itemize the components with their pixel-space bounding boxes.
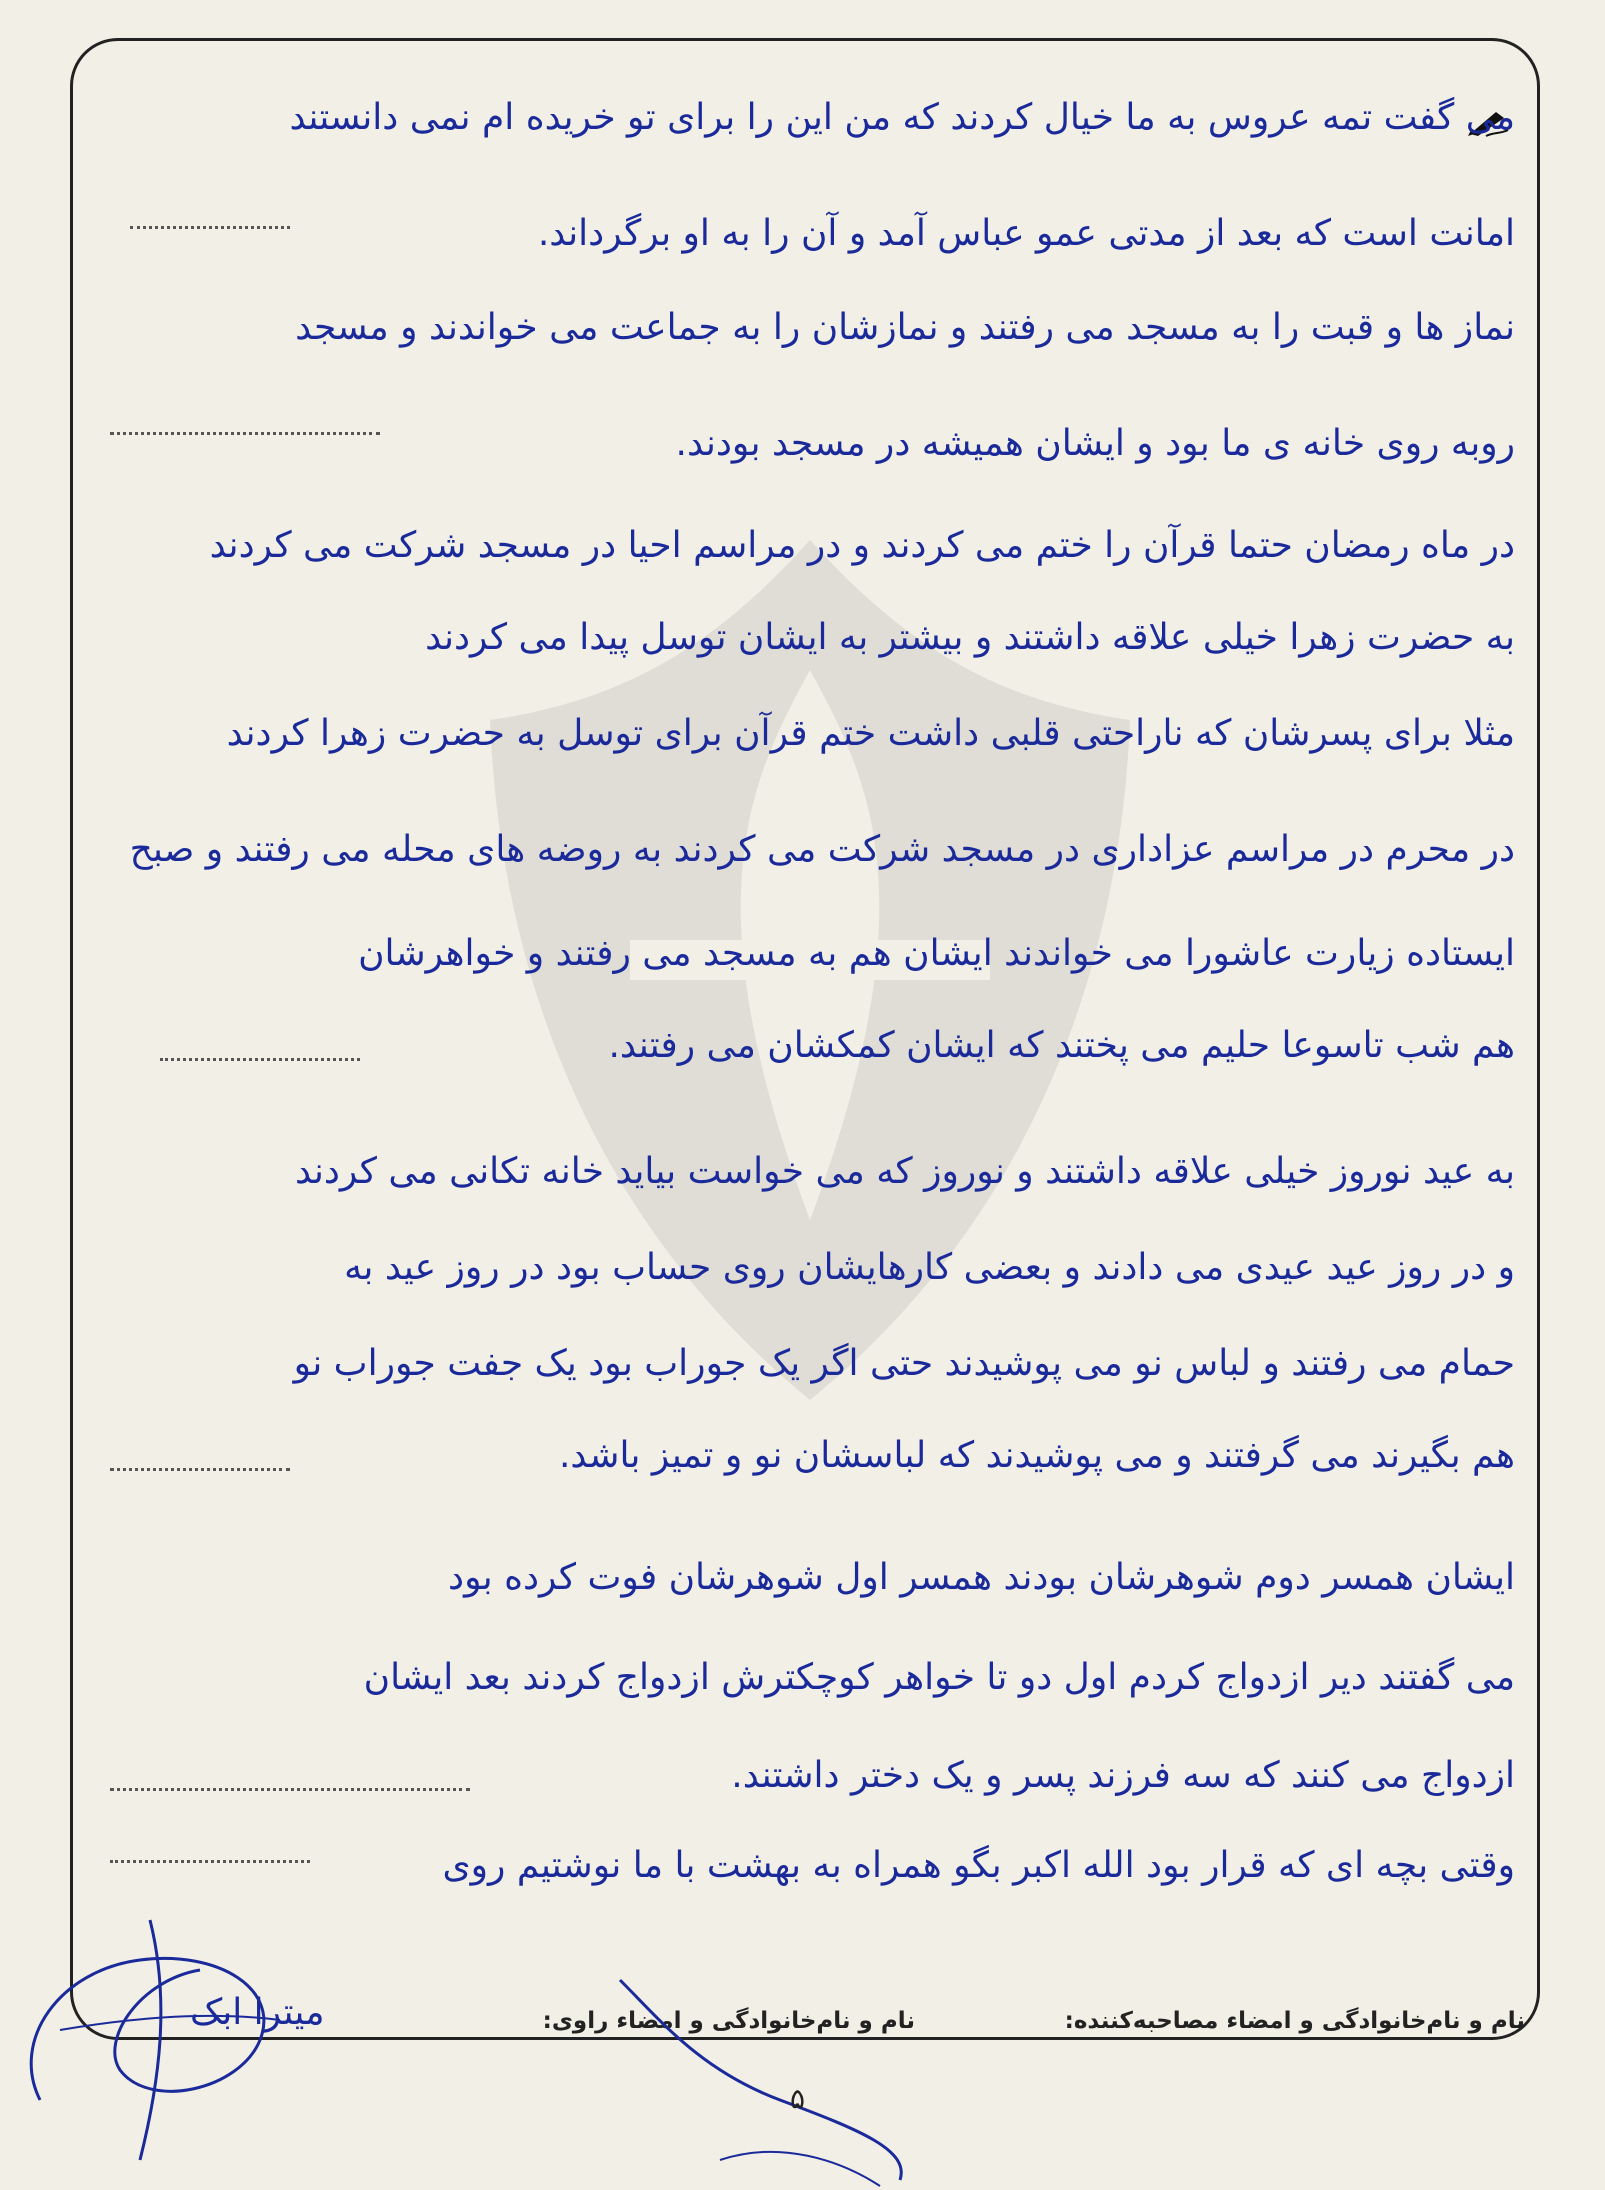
text-line-5: در ماه رمضان حتما قرآن را ختم می کردند و در مراسم احیا در مسجد شرکت می کردند [209,525,1515,566]
text-line-12: و در روز عید عیدی می دادند و بعضی کارهایشان روی حساب بود در روز عید به [344,1247,1515,1288]
narrator-signature-text: میترا ابک [190,1992,325,2033]
text-line-6: به حضرت زهرا خیلی علاقه داشتند و بیشتر به ایشان توسل پیدا می کردند [425,617,1515,658]
text-line-7: مثلا برای پسرشان که ناراحتی قلبی داشت ختم قرآن برای توسل به حضرت زهرا کردند [226,713,1515,754]
text-line-2: امانت است که بعد از مدتی عمو عباس آمد و آن را به او برگرداند. [537,213,1515,254]
dotted-rule [130,226,290,229]
narrator-signature-label: نام و نام‌خانوادگی و امضاء راوی: [542,2008,915,2034]
text-line-18: وقتی بچه ای که قرار بود الله اکبر بگو همراه به بهشت با ما نوشتیم روی [442,1845,1515,1886]
interviewer-signature-label: نام و نام‌خانوادگی و امضاء مصاحبه‌کننده: [1064,2008,1525,2034]
text-line-11: به عید نوروز خیلی علاقه داشتند و نوروز که می خواست بیاید خانه تکانی می کردند [294,1151,1515,1192]
text-line-17: ازدواج می کنند که سه فرزند پسر و یک دختر داشتند. [731,1755,1515,1796]
text-line-14: هم بگیرند می گرفتند و می پوشیدند که لباسشان نو و تمیز باشد. [558,1435,1515,1476]
text-line-16: می گفتند دیر ازدواج کردم اول دو تا خواهر کوچکترش ازدواج کردند بعد ایشان [363,1657,1515,1698]
text-line-10: هم شب تاسوعا حلیم می پختند که ایشان کمکشان می رفتند. [608,1025,1515,1066]
signature-scribble [600,1960,940,2190]
text-line-9: ایستاده زیارت عاشورا می خواندند ایشان هم به مسجد می رفتند و خواهرشان [358,933,1515,974]
text-line-4: روبه روی خانه ی ما بود و ایشان همیشه در مسجد بودند. [675,423,1515,464]
signature-scribble [0,1860,460,2190]
text-line-13: حمام می رفتند و لباس نو می پوشیدند حتی اگر یک جوراب بود یک جفت جوراب نو [293,1343,1515,1384]
text-line-15: ایشان همسر دوم شوهرشان بودند همسر اول شوهرشان فوت کرده بود [448,1557,1515,1598]
dotted-rule [160,1058,360,1061]
dotted-rule [110,1788,470,1791]
dotted-rule [110,1468,290,1471]
page-number: ۵ [790,2082,806,2115]
text-line-3: نماز ها و قبت را به مسجد می رفتند و نمازشان را به جماعت می خواندند و مسجد [295,307,1515,348]
dotted-rule [110,432,380,435]
text-line-8: در محرم در مراسم عزاداری در مسجد شرکت می کردند به روضه های محله می رفتند و صبح [129,829,1515,870]
text-line-1: می گفت تمه عروس به ما خیال کردند که من این را برای تو خریده ام نمی دانستند [289,97,1515,138]
